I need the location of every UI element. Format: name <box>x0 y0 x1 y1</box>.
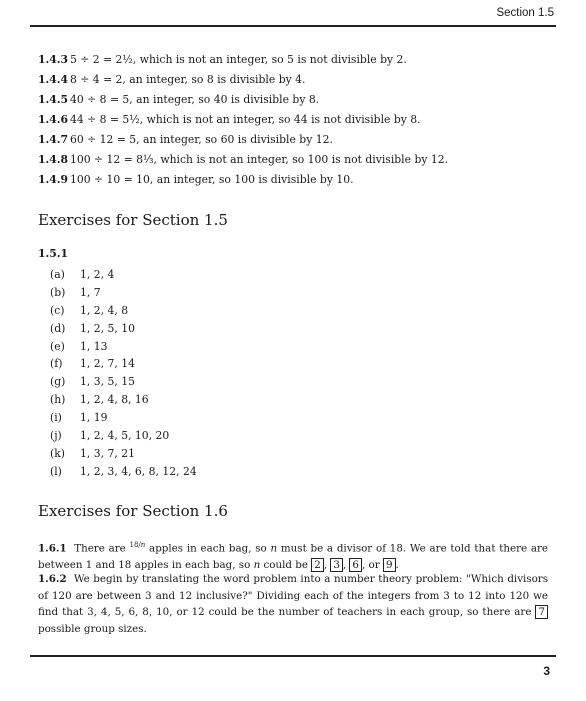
list-item <box>50 355 197 373</box>
list-item <box>50 409 197 427</box>
list-item <box>50 302 197 320</box>
answer-text: 100 ÷ 12 = 8⅓, which is not an integer, so 100 is not divisible by 12. <box>70 153 449 166</box>
part-tag: (b) <box>50 285 66 299</box>
list-item <box>50 338 197 356</box>
boxed-answer: 7 <box>535 605 548 619</box>
part-text: 1, 2, 4, 8, 16 <box>80 393 149 407</box>
answer-row <box>38 130 558 150</box>
text-span: apples in each bag, so <box>145 542 271 555</box>
top-rule <box>30 25 556 27</box>
bottom-rule <box>30 655 556 657</box>
text-span: could be <box>260 558 312 571</box>
list-item <box>50 427 197 445</box>
answer-row <box>38 110 558 130</box>
fraction-denominator: n <box>140 541 146 549</box>
text-span: . <box>395 558 399 571</box>
separator: , <box>342 558 350 571</box>
part-text: 1, 2, 4, 5, 10, 20 <box>80 429 170 443</box>
exercise-number: 1.6.2 <box>38 573 67 585</box>
part-text: 1, 3, 7, 21 <box>80 446 135 460</box>
list-item <box>50 320 197 338</box>
separator: , <box>323 558 331 571</box>
list-item <box>50 391 197 409</box>
variable: n <box>253 558 261 571</box>
part-tag: (a) <box>50 268 65 281</box>
part-text: 1, 2, 5, 10 <box>80 321 135 335</box>
running-head: Section 1.5 <box>496 7 554 19</box>
boxed-answer: 6 <box>349 558 362 572</box>
exercise-1-6-1: 1.6.1 There are $^{18/n}$ apples in each bag, so n must be a divisor of 18. We are told that there are between 1 and 18 apples in each bag, so n could be 2 , 3 , 6 , or 9 . <box>38 541 549 571</box>
text-span: We begin by translating the word problem into a number theory problem: "Which divisors of 120 are between 3 and 12 inclusive?" Dividing each of the integers from 3 to 12 into 120 we find that 3, 4, 5, 6, 8, 10, or 12 could be the number of teachers in each group, so there are <box>38 573 548 618</box>
answer-text: 8 ÷ 4 = 2, an integer, so 8 is divisible by 4. <box>70 73 306 86</box>
answer-number: 1.4.5 <box>38 93 69 106</box>
part-text: 1, 19 <box>80 411 108 425</box>
part-tag: (i) <box>50 411 62 425</box>
answer-text: 40 ÷ 8 = 5, an integer, so 40 is divisible by 8. <box>70 93 320 106</box>
part-text: 1, 2, 4, 8 <box>80 303 129 317</box>
answer-row <box>38 70 558 90</box>
answer-row <box>38 170 558 190</box>
list-item <box>50 445 197 463</box>
text-span: possible group sizes. <box>38 622 147 635</box>
answer-row <box>38 90 558 110</box>
part-text: 1, 13 <box>80 339 108 353</box>
part-text: 1, 7 <box>80 285 101 299</box>
part-tag: (c) <box>50 303 65 317</box>
exercise-label-1-5-1: 1.5.1 <box>38 247 69 260</box>
fraction-numerator: 18 <box>129 541 139 549</box>
text-span: There are <box>74 542 130 555</box>
answer-text: 5 ÷ 2 = 2½, which is not an integer, so 5 is not divisible by 2. <box>70 53 407 66</box>
section-title-1-5: Exercises for Section 1.5 <box>38 211 228 229</box>
answer-number: 1.4.9 <box>38 173 69 186</box>
exercise-number: 1.6.1 <box>38 542 67 555</box>
boxed-answer: 3 <box>330 558 343 572</box>
exercise-1-6-2 <box>38 571 548 637</box>
text-span: must be a divisor of 18. We are told that there are between 1 and 18 apples in each bag, so <box>38 542 549 571</box>
boxed-answer: 2 <box>311 558 324 572</box>
answer-number: 1.4.3 <box>38 53 69 66</box>
answer-number: 1.4.7 <box>38 133 69 146</box>
divisor-parts-list <box>50 266 197 481</box>
page-number: 3 <box>543 664 550 678</box>
answer-number: 1.4.6 <box>38 113 69 126</box>
answer-row <box>38 150 558 170</box>
list-item <box>50 266 197 284</box>
part-tag: (e) <box>50 339 65 353</box>
previous-answers-list <box>38 50 558 190</box>
answer-text: 100 ÷ 10 = 10, an integer, so 100 is divisible by 10. <box>70 173 354 186</box>
separator: , or <box>361 558 383 571</box>
part-text: 1, 2, 4 <box>80 268 115 281</box>
part-tag: (f) <box>50 357 63 371</box>
list-item <box>50 373 197 391</box>
part-text: 1, 2, 7, 14 <box>80 357 135 371</box>
part-tag: (h) <box>50 393 66 407</box>
answer-row <box>38 50 558 70</box>
answer-text: 44 ÷ 8 = 5½, which is not an integer, so 44 is not divisible by 8. <box>70 113 421 126</box>
part-tag: (k) <box>50 446 65 460</box>
answer-number: 1.4.8 <box>38 153 69 166</box>
section-title-1-6: Exercises for Section 1.6 <box>38 502 228 520</box>
part-text: 1, 3, 5, 15 <box>80 375 135 389</box>
part-tag: (l) <box>50 464 62 478</box>
part-text: 1, 2, 3, 4, 6, 8, 12, 24 <box>80 464 197 478</box>
part-tag: (d) <box>50 321 66 335</box>
list-item <box>50 284 197 302</box>
list-item <box>50 463 197 481</box>
variable: n <box>270 542 278 555</box>
answer-number: 1.4.4 <box>38 73 69 86</box>
part-tag: (j) <box>50 429 62 443</box>
part-tag: (g) <box>50 375 66 389</box>
boxed-answer: 9 <box>383 558 396 572</box>
answer-text: 60 ÷ 12 = 5, an integer, so 60 is divisible by 12. <box>70 133 333 146</box>
